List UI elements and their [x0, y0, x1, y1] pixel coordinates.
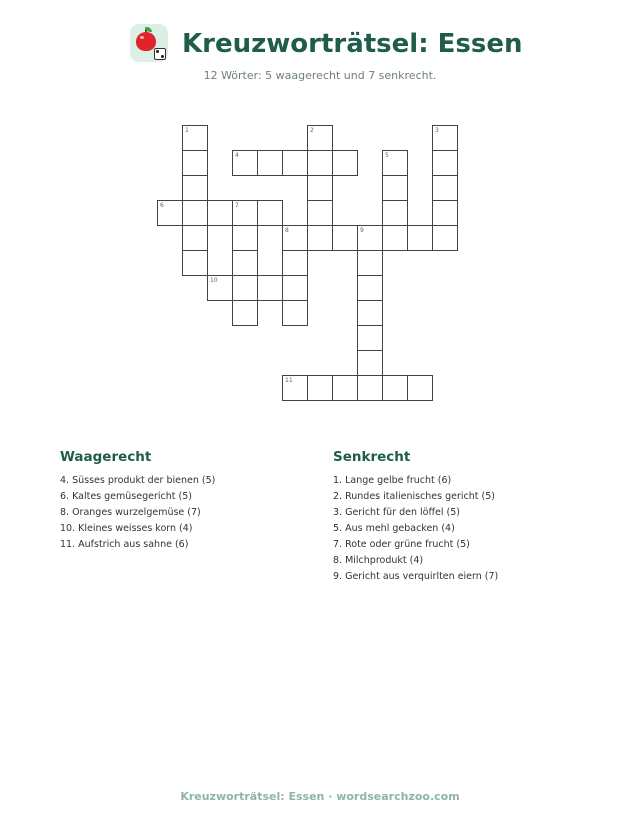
- grid-cell[interactable]: [232, 275, 258, 301]
- clue-across-0: 4. Süsses produkt der bienen (5): [60, 475, 216, 486]
- page-title: Kreuzworträtsel: Essen: [182, 29, 523, 59]
- grid-cell[interactable]: [182, 150, 208, 176]
- cell-number: 4: [235, 152, 239, 159]
- grid-cell[interactable]: [307, 175, 333, 201]
- grid-cell[interactable]: [182, 175, 208, 201]
- cell-number: 11: [285, 377, 293, 384]
- grid-cell[interactable]: [432, 200, 458, 226]
- grid-cell[interactable]: [282, 150, 308, 176]
- cell-number: 5: [385, 152, 389, 159]
- grid-cell[interactable]: [282, 375, 308, 401]
- clue-down-0: 1. Lange gelbe frucht (6): [333, 475, 452, 486]
- grid-cell[interactable]: [182, 250, 208, 276]
- grid-cell[interactable]: [182, 225, 208, 251]
- grid-cell[interactable]: [257, 150, 283, 176]
- cell-number: 8: [285, 227, 289, 234]
- grid-cell[interactable]: [432, 125, 458, 151]
- grid-cell[interactable]: [407, 225, 433, 251]
- down-clues: [333, 448, 603, 585]
- grid-cell[interactable]: [157, 200, 183, 226]
- across-heading: Waagerecht: [60, 449, 152, 465]
- grid-cell[interactable]: [282, 250, 308, 276]
- grid-cell[interactable]: [382, 375, 408, 401]
- grid-cell[interactable]: [307, 150, 333, 176]
- grid-cell[interactable]: [332, 150, 358, 176]
- grid-cell[interactable]: [382, 150, 408, 176]
- grid-cell[interactable]: [357, 275, 383, 301]
- grid-cell[interactable]: [307, 200, 333, 226]
- apple-dice-icon: [130, 24, 168, 62]
- clue-down-4: 7. Rote oder grüne frucht (5): [333, 539, 470, 550]
- grid-cell[interactable]: [332, 225, 358, 251]
- cell-number: 1: [185, 127, 189, 134]
- grid-cell[interactable]: [357, 250, 383, 276]
- grid-cell[interactable]: [232, 225, 258, 251]
- grid-cell[interactable]: [332, 375, 358, 401]
- grid-cell[interactable]: [207, 200, 233, 226]
- grid-cell[interactable]: [207, 275, 233, 301]
- grid-cell[interactable]: [382, 175, 408, 201]
- page-footer: Kreuzworträtsel: Essen · wordsearchzoo.com: [180, 790, 460, 803]
- grid-cell[interactable]: [282, 300, 308, 326]
- clue-across-3: 10. Kleines weisses korn (4): [60, 523, 193, 534]
- clue-down-2: 3. Gericht für den löffel (5): [333, 507, 460, 518]
- grid-cell[interactable]: [357, 325, 383, 351]
- cell-number: 6: [160, 202, 164, 209]
- grid-cell[interactable]: [382, 200, 408, 226]
- grid-cell[interactable]: [382, 225, 408, 251]
- grid-cell[interactable]: [282, 275, 308, 301]
- grid-cell[interactable]: [357, 350, 383, 376]
- clue-across-2: 8. Oranges wurzelgemüse (7): [60, 507, 201, 518]
- clue-across-1: 6. Kaltes gemüsegericht (5): [60, 491, 192, 502]
- clue-down-3: 5. Aus mehl gebacken (4): [333, 523, 455, 534]
- grid-cell[interactable]: [257, 275, 283, 301]
- grid-cell[interactable]: [232, 300, 258, 326]
- grid-cell[interactable]: [432, 175, 458, 201]
- clue-down-5: 8. Milchprodukt (4): [333, 555, 424, 566]
- cell-number: 2: [310, 127, 314, 134]
- grid-cell[interactable]: [432, 150, 458, 176]
- clue-across-4: 11. Aufstrich aus sahne (6): [60, 539, 189, 550]
- grid-cell[interactable]: [257, 200, 283, 226]
- cell-number: 3: [435, 127, 439, 134]
- grid-cell[interactable]: [232, 200, 258, 226]
- grid-cell[interactable]: [182, 200, 208, 226]
- down-heading: Senkrecht: [333, 449, 411, 465]
- page-header: [0, 22, 640, 66]
- grid-cell[interactable]: [432, 225, 458, 251]
- grid-cell[interactable]: [407, 375, 433, 401]
- grid-cell[interactable]: [307, 375, 333, 401]
- grid-cell[interactable]: [232, 250, 258, 276]
- across-clues: [60, 448, 330, 553]
- grid-cell[interactable]: [307, 225, 333, 251]
- cell-number: 7: [235, 202, 239, 209]
- grid-cell[interactable]: [182, 125, 208, 151]
- grid-cell[interactable]: [357, 375, 383, 401]
- grid-cell[interactable]: [232, 150, 258, 176]
- clue-down-1: 2. Rundes italienisches gericht (5): [333, 491, 495, 502]
- grid-cell[interactable]: [307, 125, 333, 151]
- page-subtitle: 12 Wörter: 5 waagerecht und 7 senkrecht.: [203, 69, 437, 82]
- grid-cell[interactable]: [357, 225, 383, 251]
- clue-down-6: 9. Gericht aus verquirlten eiern (7): [333, 571, 499, 582]
- grid-cell[interactable]: [357, 300, 383, 326]
- grid-cell[interactable]: [282, 225, 308, 251]
- cell-number: 9: [360, 227, 364, 234]
- cell-number: 10: [210, 277, 218, 284]
